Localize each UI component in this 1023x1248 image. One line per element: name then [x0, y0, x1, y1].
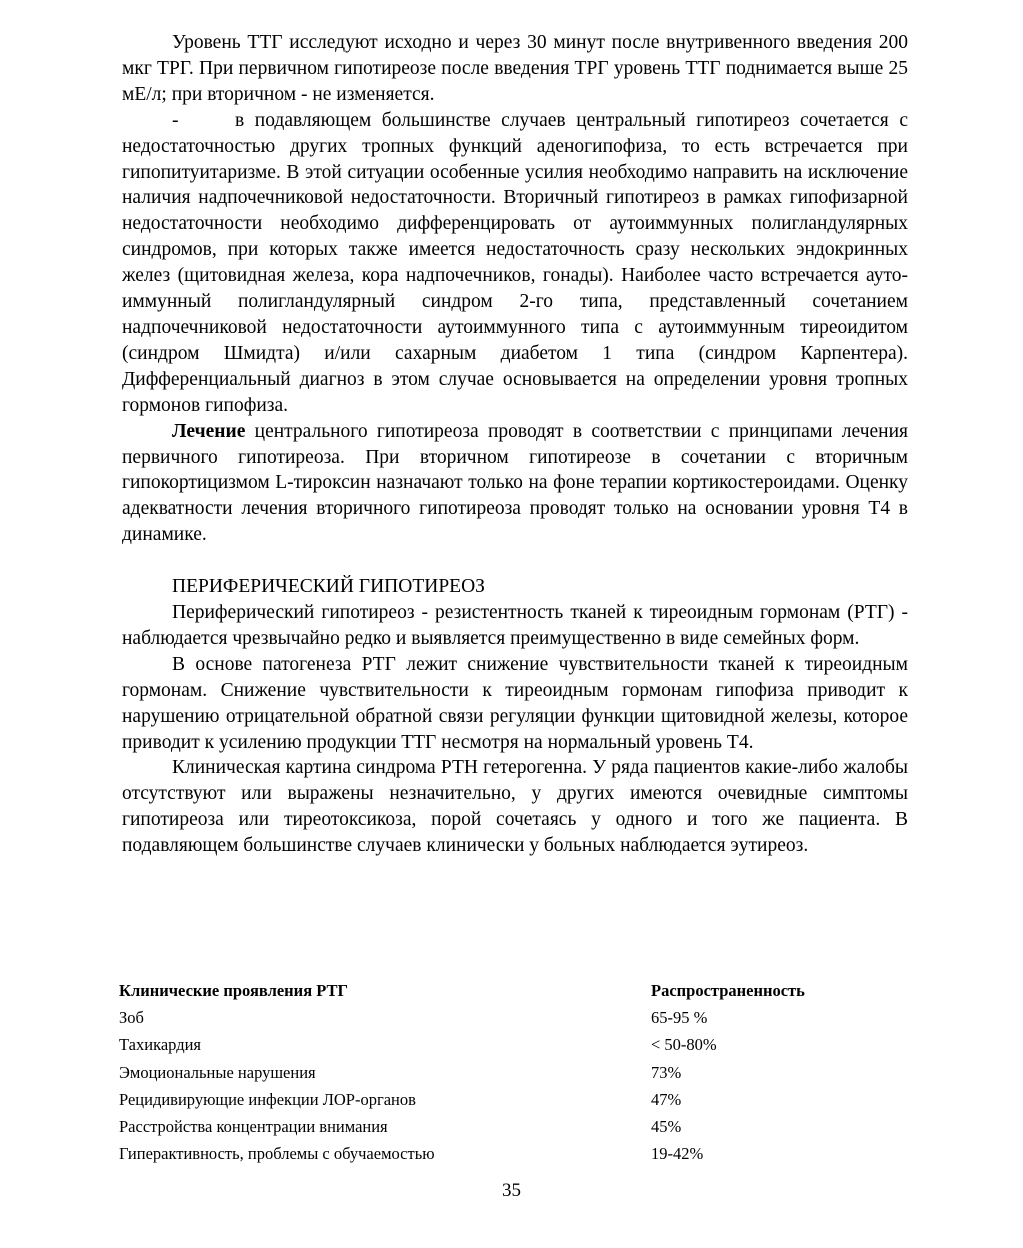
paragraph-central-hypothyroidism — [122, 108, 908, 419]
section-spacer — [122, 548, 908, 574]
paragraph-central-hypothyroidism-text: в подавляющем большинстве случаев центральный гипотиреоз сочетается с недостаточностью других тропных функций аденогипофиза, то есть встречается при гипопитуитаризме. В этой ситуации особенные усилия необходимо направить на исключение наличия надпочечниковой недостаточности. Вторичный гипотиреоз в рамках гипофизарной недостаточности необходимо дифференцировать от аутоиммунных полигландулярных синдромов, при которых также имеется недостаточность сразу нескольких эндокринных желез (щитовидная железа, кора надпочечников, гонады). Наиболее часто встречается аутоиммунный полигландулярный синдром 2-го типа, представленный сочетанием надпочечниковой недостаточности аутоиммунного типа с аутоиммунным тиреоидитом (синдром Шмидта) и/или сахарным диабетом 1 типа (синдром Карпентера). Дифференциальный диагноз в этом случае основывается на определении уровня тропных гормонов гипофиза. — [122, 109, 908, 416]
section-heading: ПЕРИФЕРИЧЕСКИЙ ГИПОТИРЕОЗ — [172, 576, 485, 598]
table-header-row — [119, 980, 879, 1007]
table-row — [119, 1062, 879, 1089]
table-cell-value: 73% — [651, 1062, 682, 1082]
table-cell-value: 47% — [651, 1089, 682, 1109]
table-row — [119, 1143, 879, 1170]
paragraph-pathogenesis: В основе патогенеза РТГ лежит снижение чувствительности тканей к тиреоидным гормонам. Снижение чувствительности к тиреоидным гормонам гипофиза приводит к нарушению отрицательной обратной связи регуляции функции щитовидной железы, которое приводит к усилению продукции ТТГ несмотря на нормальный уровень Т4. — [122, 653, 908, 753]
treatment-term: Лечение — [172, 420, 246, 442]
table-row — [119, 1034, 879, 1061]
table-row — [119, 1089, 879, 1116]
paragraph-clinical-picture: Клиническая картина синдрома РТН гетерогенна. У ряда пациентов какие-либо жалобы отсутствуют или выражены незначительно, у других имеются очевидные симптомы гипотиреоза или тиреотоксикоза, порой сочетаясь у одного и того же пациента. В подавляющем большинстве случаев клинически у больных наблюдается эутиреоз. — [122, 757, 908, 857]
list-dash: - — [172, 109, 179, 131]
paragraph-ttg-test: Уровень ТТГ исследуют исходно и через 30 минут после внутривенного введения 200 мкг ТРГ. При первичном гипотиреозе после введения ТРГ уровень ТТГ поднимается выше 25 мЕ/л; при вторичном - не изменяется. — [122, 32, 908, 105]
paragraph-treatment-text: центрального гипотиреоза проводят в соответствии с принципами лечения первичного гипотиреоза. При вторичном гипотиреозе в сочетании с вторичным гипокортицизмом L-тироксин назначают только на фоне терапии кортикостероидами. Оценку адекватности лечения вторичного гипотиреоза проводят только на основании уровня Т4 в динамике. — [122, 420, 908, 546]
table-cell-value: 45% — [651, 1116, 682, 1136]
paragraph-treatment — [122, 419, 908, 549]
page-number: 35 — [502, 1180, 521, 1201]
table-row — [119, 1116, 879, 1143]
table-cell-label: Рецидивирующие инфекции ЛОР-органов — [119, 1089, 416, 1109]
table-cell-label: Расстройства концентрации внимания — [119, 1116, 388, 1136]
table-cell-label: Тахикардия — [119, 1035, 202, 1055]
document-body — [122, 30, 908, 859]
paragraph-peripheral-definition: Периферический гипотиреоз - резистентность тканей к тиреоидным гормонам (РТГ) - наблюдается чрезвычайно редко и выявляется преимущественно в виде семейных форм. — [122, 602, 908, 649]
table-cell-label: Эмоциональные нарушения — [119, 1062, 316, 1082]
table-cell-value: 19-42% — [651, 1144, 704, 1164]
table-cell-label: Зоб — [119, 1008, 144, 1028]
table-header-label: Клинические проявления РТГ — [119, 981, 349, 1000]
table-cell-value: < 50-80% — [651, 1035, 717, 1055]
table-header-value: Распространенность — [651, 981, 805, 1000]
table-row — [119, 1007, 879, 1034]
table-cell-label: Гиперактивность, проблемы с обучаемостью — [119, 1144, 435, 1164]
table-cell-value: 65-95 % — [651, 1008, 708, 1028]
clinical-manifestations-table — [119, 980, 879, 1170]
